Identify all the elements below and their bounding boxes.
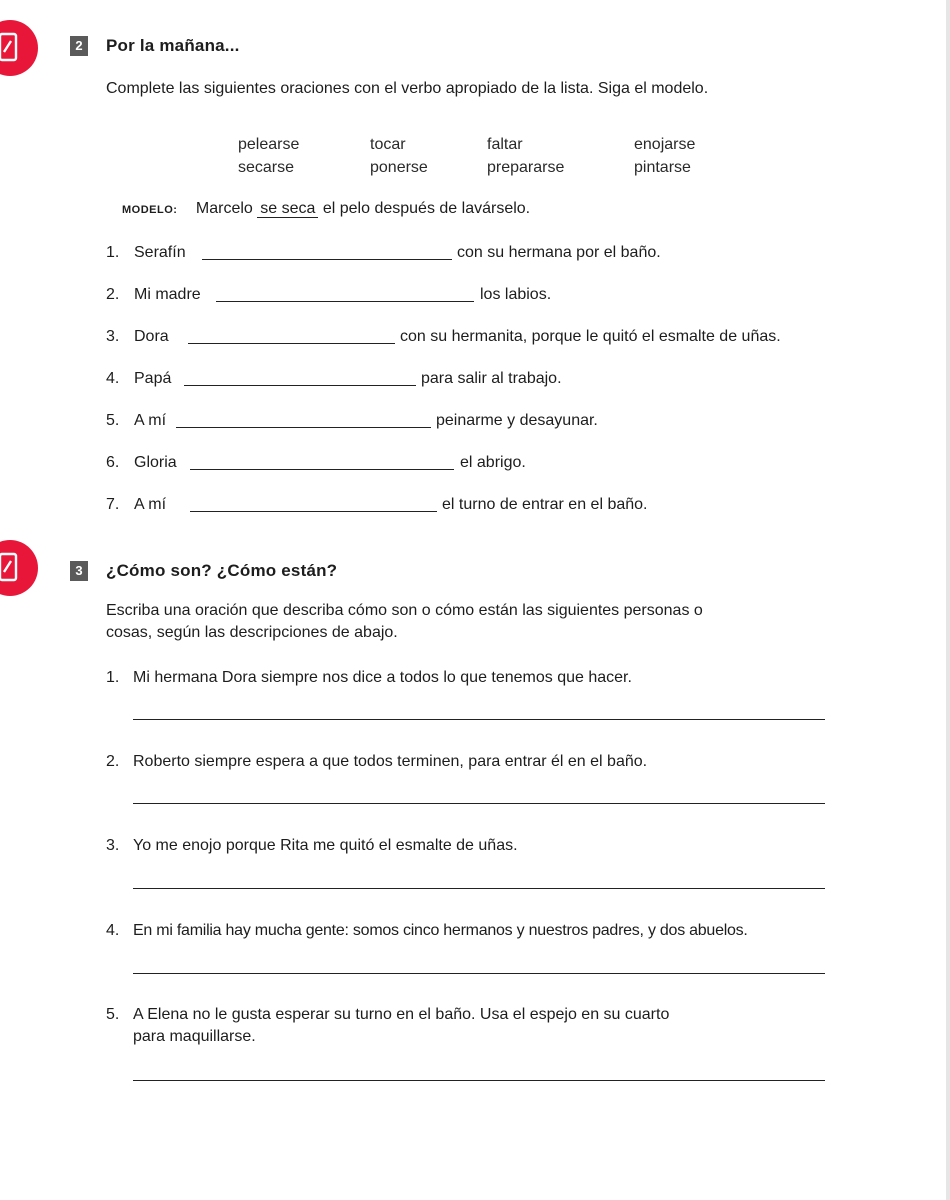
- item-number: 3.: [106, 328, 120, 345]
- section-title: Por la mañana...: [106, 36, 240, 55]
- answer-blank[interactable]: [190, 511, 437, 512]
- item-start: Dora: [134, 328, 169, 345]
- item-number: 2.: [106, 753, 120, 770]
- item-number: 4.: [106, 922, 120, 939]
- item-end: los labios.: [480, 286, 552, 303]
- item-number: 3.: [106, 837, 120, 854]
- exercise-number: 2: [70, 36, 88, 56]
- item-number: 1.: [106, 244, 120, 261]
- item-number: 4.: [106, 370, 120, 387]
- section-title: ¿Cómo son? ¿Cómo están?: [106, 561, 338, 580]
- item-number: 7.: [106, 496, 120, 513]
- answer-blank[interactable]: [190, 469, 454, 470]
- item-number: 2.: [106, 286, 120, 303]
- word-bank-item: pelearse: [238, 136, 300, 153]
- word-bank-item: ponerse: [370, 159, 428, 176]
- answer-line[interactable]: [133, 1080, 825, 1081]
- item-end: con su hermana por el baño.: [457, 244, 661, 261]
- answer-blank[interactable]: [188, 343, 395, 344]
- answer-blank[interactable]: [202, 259, 452, 260]
- answer-blank[interactable]: [176, 427, 431, 428]
- model-label: MODELO:: [122, 204, 178, 216]
- word-bank-item: secarse: [238, 159, 295, 176]
- prompt-text: En mi familia hay mucha gente: somos cinco hermanos y nuestros padres, y dos abuelos.: [133, 922, 748, 939]
- item-start: Gloria: [134, 454, 177, 471]
- answer-line[interactable]: [133, 888, 825, 889]
- prompt-text: Roberto siempre espera a que todos terminen, para entrar él en el baño.: [133, 753, 648, 770]
- word-bank-item: enojarse: [634, 136, 696, 153]
- model-answer: se seca: [257, 201, 318, 218]
- prompt-text: Mi hermana Dora siempre nos dice a todos lo que tenemos que hacer.: [133, 669, 632, 686]
- pencil-icon: [0, 20, 38, 76]
- word-bank-item: faltar: [487, 136, 523, 153]
- item-start: A mí: [134, 412, 167, 429]
- answer-line[interactable]: [133, 803, 825, 804]
- word-bank-item: pintarse: [634, 159, 691, 176]
- pencil-icon: [0, 540, 38, 596]
- answer-blank[interactable]: [216, 301, 474, 302]
- item-end: el turno de entrar en el baño.: [442, 496, 648, 513]
- model-start: Marcelo: [195, 200, 253, 217]
- prompt-text: Yo me enojo porque Rita me quitó el esmalte de uñas.: [133, 837, 518, 854]
- model-end: el pelo después de lavárselo.: [322, 200, 531, 217]
- page-edge: [946, 0, 950, 1200]
- instructions: Complete las siguientes oraciones con el verbo apropiado de la lista. Siga el modelo.: [106, 80, 709, 97]
- item-start: A mí: [134, 496, 167, 513]
- item-start: Papá: [134, 370, 172, 387]
- word-bank-item: tocar: [370, 136, 406, 153]
- item-number: 1.: [106, 669, 120, 686]
- item-end: peinarme y desayunar.: [436, 412, 598, 429]
- answer-blank[interactable]: [184, 385, 416, 386]
- item-start: Serafín: [134, 244, 186, 261]
- item-number: 5.: [106, 412, 120, 429]
- model-example: [122, 200, 530, 218]
- item-number: 6.: [106, 454, 120, 471]
- prompt-text: A Elena no le gusta esperar su turno en el baño. Usa el espejo en su cuarto: [133, 1006, 670, 1023]
- item-start: Mi madre: [134, 286, 201, 303]
- answer-line[interactable]: [133, 719, 825, 720]
- item-number: 5.: [106, 1006, 120, 1023]
- prompt-text: para maquillarse.: [133, 1028, 256, 1045]
- exercise-number: 3: [70, 561, 88, 581]
- instructions-line: cosas, según las descripciones de abajo.: [106, 624, 398, 641]
- word-bank-item: prepararse: [487, 159, 565, 176]
- item-end: con su hermanita, porque le quitó el esmalte de uñas.: [400, 328, 781, 345]
- instructions-line: Escriba una oración que describa cómo son o cómo están las siguientes personas o: [106, 602, 703, 619]
- answer-line[interactable]: [133, 973, 825, 974]
- item-end: para salir al trabajo.: [421, 370, 562, 387]
- item-end: el abrigo.: [460, 454, 526, 471]
